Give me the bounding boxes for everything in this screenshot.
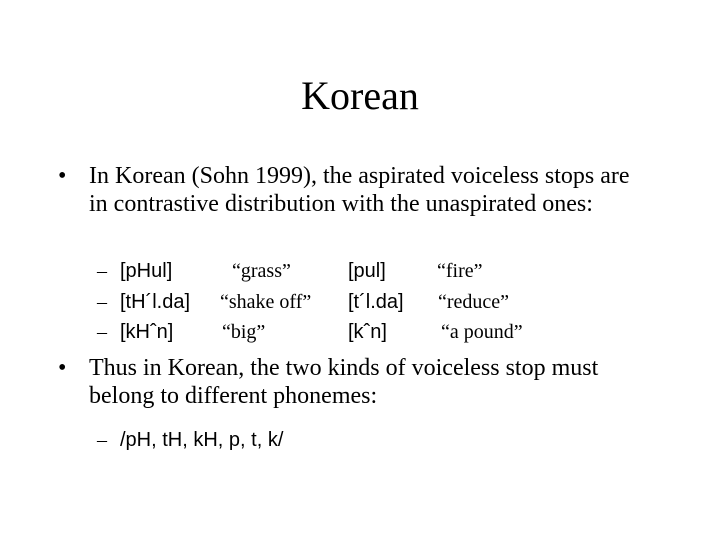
plain-form: [t´l.da] (348, 291, 404, 313)
dash-marker: – (97, 429, 107, 451)
bullet-marker: • (58, 163, 67, 189)
slide-title: Korean (301, 73, 419, 118)
plain-gloss: “a pound” (441, 321, 523, 343)
aspirated-form: [tH´l.da] (120, 291, 191, 313)
aspirated-form: [kHˆn] (120, 321, 174, 343)
dash-marker: – (97, 321, 107, 343)
bullet-text: In Korean (Sohn 1999), the aspirated voiceless stops are in contrastive distribution with the unaspirated ones: (89, 163, 630, 217)
bullet-marker: • (58, 355, 67, 381)
aspirated-gloss: “shake off” (220, 291, 312, 313)
dash-marker: – (97, 291, 107, 313)
aspirated-form: [pHul] (120, 260, 173, 282)
plain-form: [pul] (348, 260, 386, 282)
dash-marker: – (97, 260, 107, 282)
phoneme-list: /pH, tH, kH, p, t, k/ (120, 429, 284, 451)
aspirated-gloss: “grass” (232, 260, 291, 282)
aspirated-gloss: “big” (222, 321, 266, 343)
plain-form: [kˆn] (348, 321, 387, 343)
plain-gloss: “fire” (437, 260, 483, 282)
bullet-text: Thus in Korean, the two kinds of voiceless stop must belong to different phonemes: (89, 355, 599, 409)
plain-gloss: “reduce” (438, 291, 510, 313)
